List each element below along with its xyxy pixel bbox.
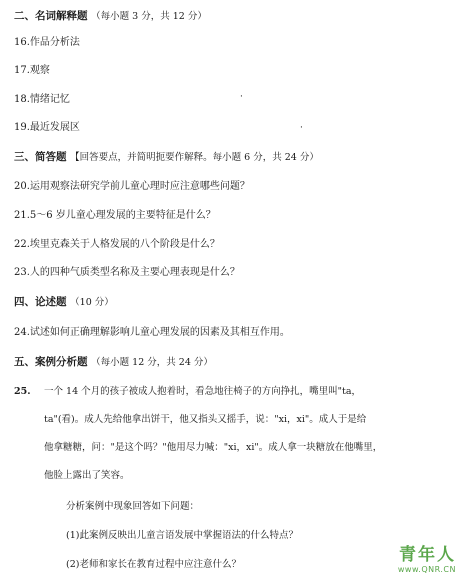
- section-3-heading: [14, 151, 319, 164]
- section-title: 三、简答题: [14, 151, 67, 163]
- case-prompt: 分析案例中现象回答如下问题：: [66, 501, 200, 512]
- question-23: 23.人的四种气质类型名称及主要心理表现是什么？: [14, 267, 240, 278]
- section-title: 二、名词解释题: [14, 10, 88, 22]
- watermark-logo: [398, 540, 456, 574]
- section-title: 四、论述题: [14, 296, 67, 308]
- question-17: 17.观察: [14, 65, 50, 76]
- case-subquestion-2: (2)老师和家长在教育过程中应注意什么？: [66, 559, 241, 570]
- case-line-4: 他脸上露出了笑容。: [44, 470, 130, 481]
- scan-speck: ·: [300, 123, 303, 133]
- scan-speck: ·: [240, 92, 243, 102]
- question-24: 24.试述如何正确理解影响儿童心理发展的因素及其相互作用。: [14, 327, 290, 338]
- question-22: 22.埃里克森关于人格发展的八个阶段是什么？: [14, 239, 220, 250]
- question-20: 20.运用观察法研究学前儿童心理时应注意哪些问题？: [14, 181, 250, 192]
- section-5-heading: [14, 356, 213, 369]
- section-title: 五、案例分析题: [14, 356, 88, 368]
- question-19: 19.最近发展区: [14, 122, 80, 133]
- question-25-number: 25.: [14, 386, 31, 397]
- case-line-1: 一个 14 个月的孩子被成人抱着时，看急地往椅子的方向挣扎，嘴里叫"ta，: [44, 386, 361, 397]
- section-note: （10 分）: [70, 297, 114, 308]
- question-16: 16.作品分析法: [14, 37, 80, 48]
- question-21: 21.5～6 岁儿童心理发展的主要特征是什么？: [14, 210, 216, 221]
- section-2-heading: [14, 10, 207, 23]
- section-note: 【回答要点，并简明扼要作解释。每小题 6 分，共 24 分）: [70, 152, 319, 163]
- watermark-text: 青年人: [399, 545, 456, 565]
- case-line-2: ta"(看)。成人先给他拿出饼干，他又指头又摇手，说："xi，xi"。成人于是给: [44, 414, 367, 425]
- section-4-heading: [14, 296, 114, 309]
- case-subquestion-1: (1)此案例反映出儿童言语发展中掌握语法的什么特点？: [66, 530, 298, 541]
- section-note: （每小题 3 分，共 12 分）: [91, 11, 207, 22]
- watermark-url: www.QNR.CN: [397, 565, 456, 574]
- section-note: （每小题 12 分，共 24 分）: [91, 357, 213, 368]
- case-line-3: 他拿糖糖，问："是这个吗？"他用尽力喊："xi，xi"。成人拿一块糖放在他嘴里，: [44, 442, 383, 453]
- question-18: 18.情绪记忆: [14, 94, 70, 105]
